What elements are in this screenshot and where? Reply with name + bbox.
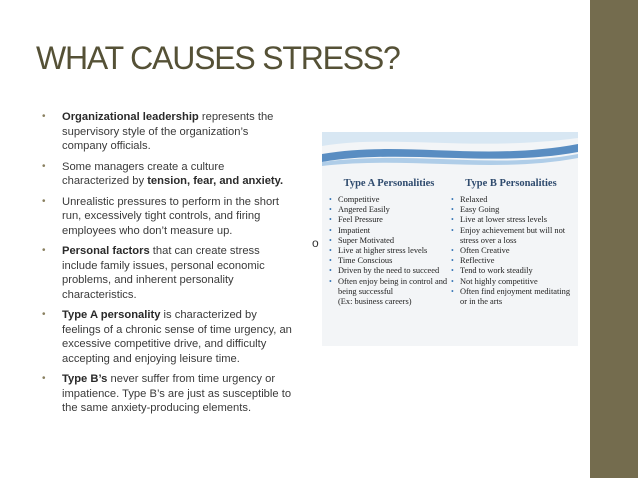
list-item-text: Competitive [338,195,380,204]
list-item-text: Super Motivated [338,235,395,245]
bullet-dot-icon: • [42,309,46,320]
bullet-dot-icon: • [451,276,454,286]
list-item-text: Driven by the need to succeed [338,266,440,276]
list-item-text: Not highly competitive [460,276,538,286]
bullet-dot-icon: • [451,205,454,215]
type-b-list [448,195,574,307]
type-b-column [448,178,574,307]
list-item-text: Live at lower stress levels [460,215,547,225]
bullet-dot-icon: • [451,246,454,256]
list-item [326,226,452,236]
list-item [448,195,574,205]
personality-comparison-figure [322,132,578,346]
bullet-bold-text: tension, fear, and anxiety. [147,175,284,187]
bullet-dot-icon: • [329,235,332,245]
bullet-dot-icon: • [42,195,46,207]
type-a-heading: Type A Personalities [343,178,435,189]
list-item [326,266,452,276]
bullet-dot-icon: • [42,373,46,384]
list-item [448,256,574,266]
list-item [448,246,574,256]
bullet-text: is characterized by feelings of a chronic sense of time urgency, an excessive competitive drive, and difficulty accepting and enjoying leisure time. [62,309,292,365]
bullet-dot-icon: • [451,266,454,276]
bullet-text: Some managers create a culture characterized by [62,160,225,187]
list-item [448,266,574,276]
slide-title: WHAT CAUSES STRESS? [36,40,400,76]
list-item-text: Often Creative [460,246,510,256]
list-item [326,215,452,225]
bullet-bold-text: Personal factors [62,245,150,257]
list-item [326,246,452,256]
list-item [326,205,452,215]
bullet-dot-icon: • [329,266,332,276]
bullet-dot-icon: • [451,256,454,266]
bullet-item [42,160,292,189]
bullet-dot-icon: • [42,245,46,256]
bullet-dot-icon: • [329,215,332,225]
bullet-dot-icon: • [42,111,46,122]
bullet-dot-icon: • [451,286,454,296]
list-item-text: Enjoy achievement but will not stress over a loss [460,225,566,245]
wave-decoration-icon [322,132,578,172]
bullet-dot-icon: • [42,160,46,172]
bullet-dot-icon: • [329,225,332,235]
bullet-dot-icon: • [329,276,332,286]
list-item [326,256,452,266]
type-a-column [326,178,452,307]
list-item [448,226,574,246]
list-item [448,215,574,225]
list-item-text: Easy Going [460,205,500,215]
list-item [326,277,452,297]
bullet-item [42,308,292,366]
list-item-text: Live at higher stress levels [338,246,428,256]
bullet-item [42,372,292,416]
bullet-dot-icon: • [451,195,454,204]
list-item [448,287,574,307]
list-item-text: Time Conscious [338,256,393,266]
list-item [326,195,452,205]
list-item-text: Often find enjoyment meditating or in the arts [460,286,571,307]
list-item [448,205,574,215]
bullet-item [42,110,292,154]
bullet-text: never suffer from time urgency or impatience. Type B’s are just as susceptible to the same anxiety-producing elements. [62,373,292,414]
bullet-dot-icon: • [329,195,332,204]
bullet-dot-icon: • [329,246,332,256]
list-item-text: Often enjoy being in control and being successful [338,276,448,296]
list-item-text: Feel Pressure [338,215,383,225]
bullet-text: Unrealistic pressures to perform in the short run, excessively tight controls, and firing employees who don’t measure up. [62,195,279,237]
bullet-item [42,195,292,239]
sidebar-accent-bar [590,0,638,478]
bullet-bold-text: Organizational leadership [62,111,199,123]
list-item-text: Reflective [460,256,495,266]
list-item-text: Angered Easily [338,205,390,215]
bullet-bold-text: Type B’s [62,373,108,385]
type-a-list [326,195,452,307]
type-b-heading: Type B Personalities [465,178,557,189]
stray-character: o [312,236,319,250]
bullet-item [42,244,292,302]
bullet-dot-icon: • [329,256,332,266]
bullet-text: represents the supervisory style of the organization’s company officials. [62,111,274,152]
list-item-text: Impatient [338,225,371,235]
list-item-text: Relaxed [460,195,488,204]
list-item [326,297,452,307]
bullet-dot-icon: • [451,225,454,235]
bullet-bold-text: Type A personality [62,309,161,321]
list-item-text: Tend to work steadily [460,266,533,276]
list-item-text: (Ex: business careers) [338,297,412,307]
bullet-text: that can create stress include family issues, personal economic problems, and inherent personality characteristics. [62,245,265,301]
bullet-list [42,110,292,422]
bullet-dot-icon: • [451,215,454,225]
list-item [448,277,574,287]
list-item [326,236,452,246]
bullet-dot-icon: • [329,205,332,215]
